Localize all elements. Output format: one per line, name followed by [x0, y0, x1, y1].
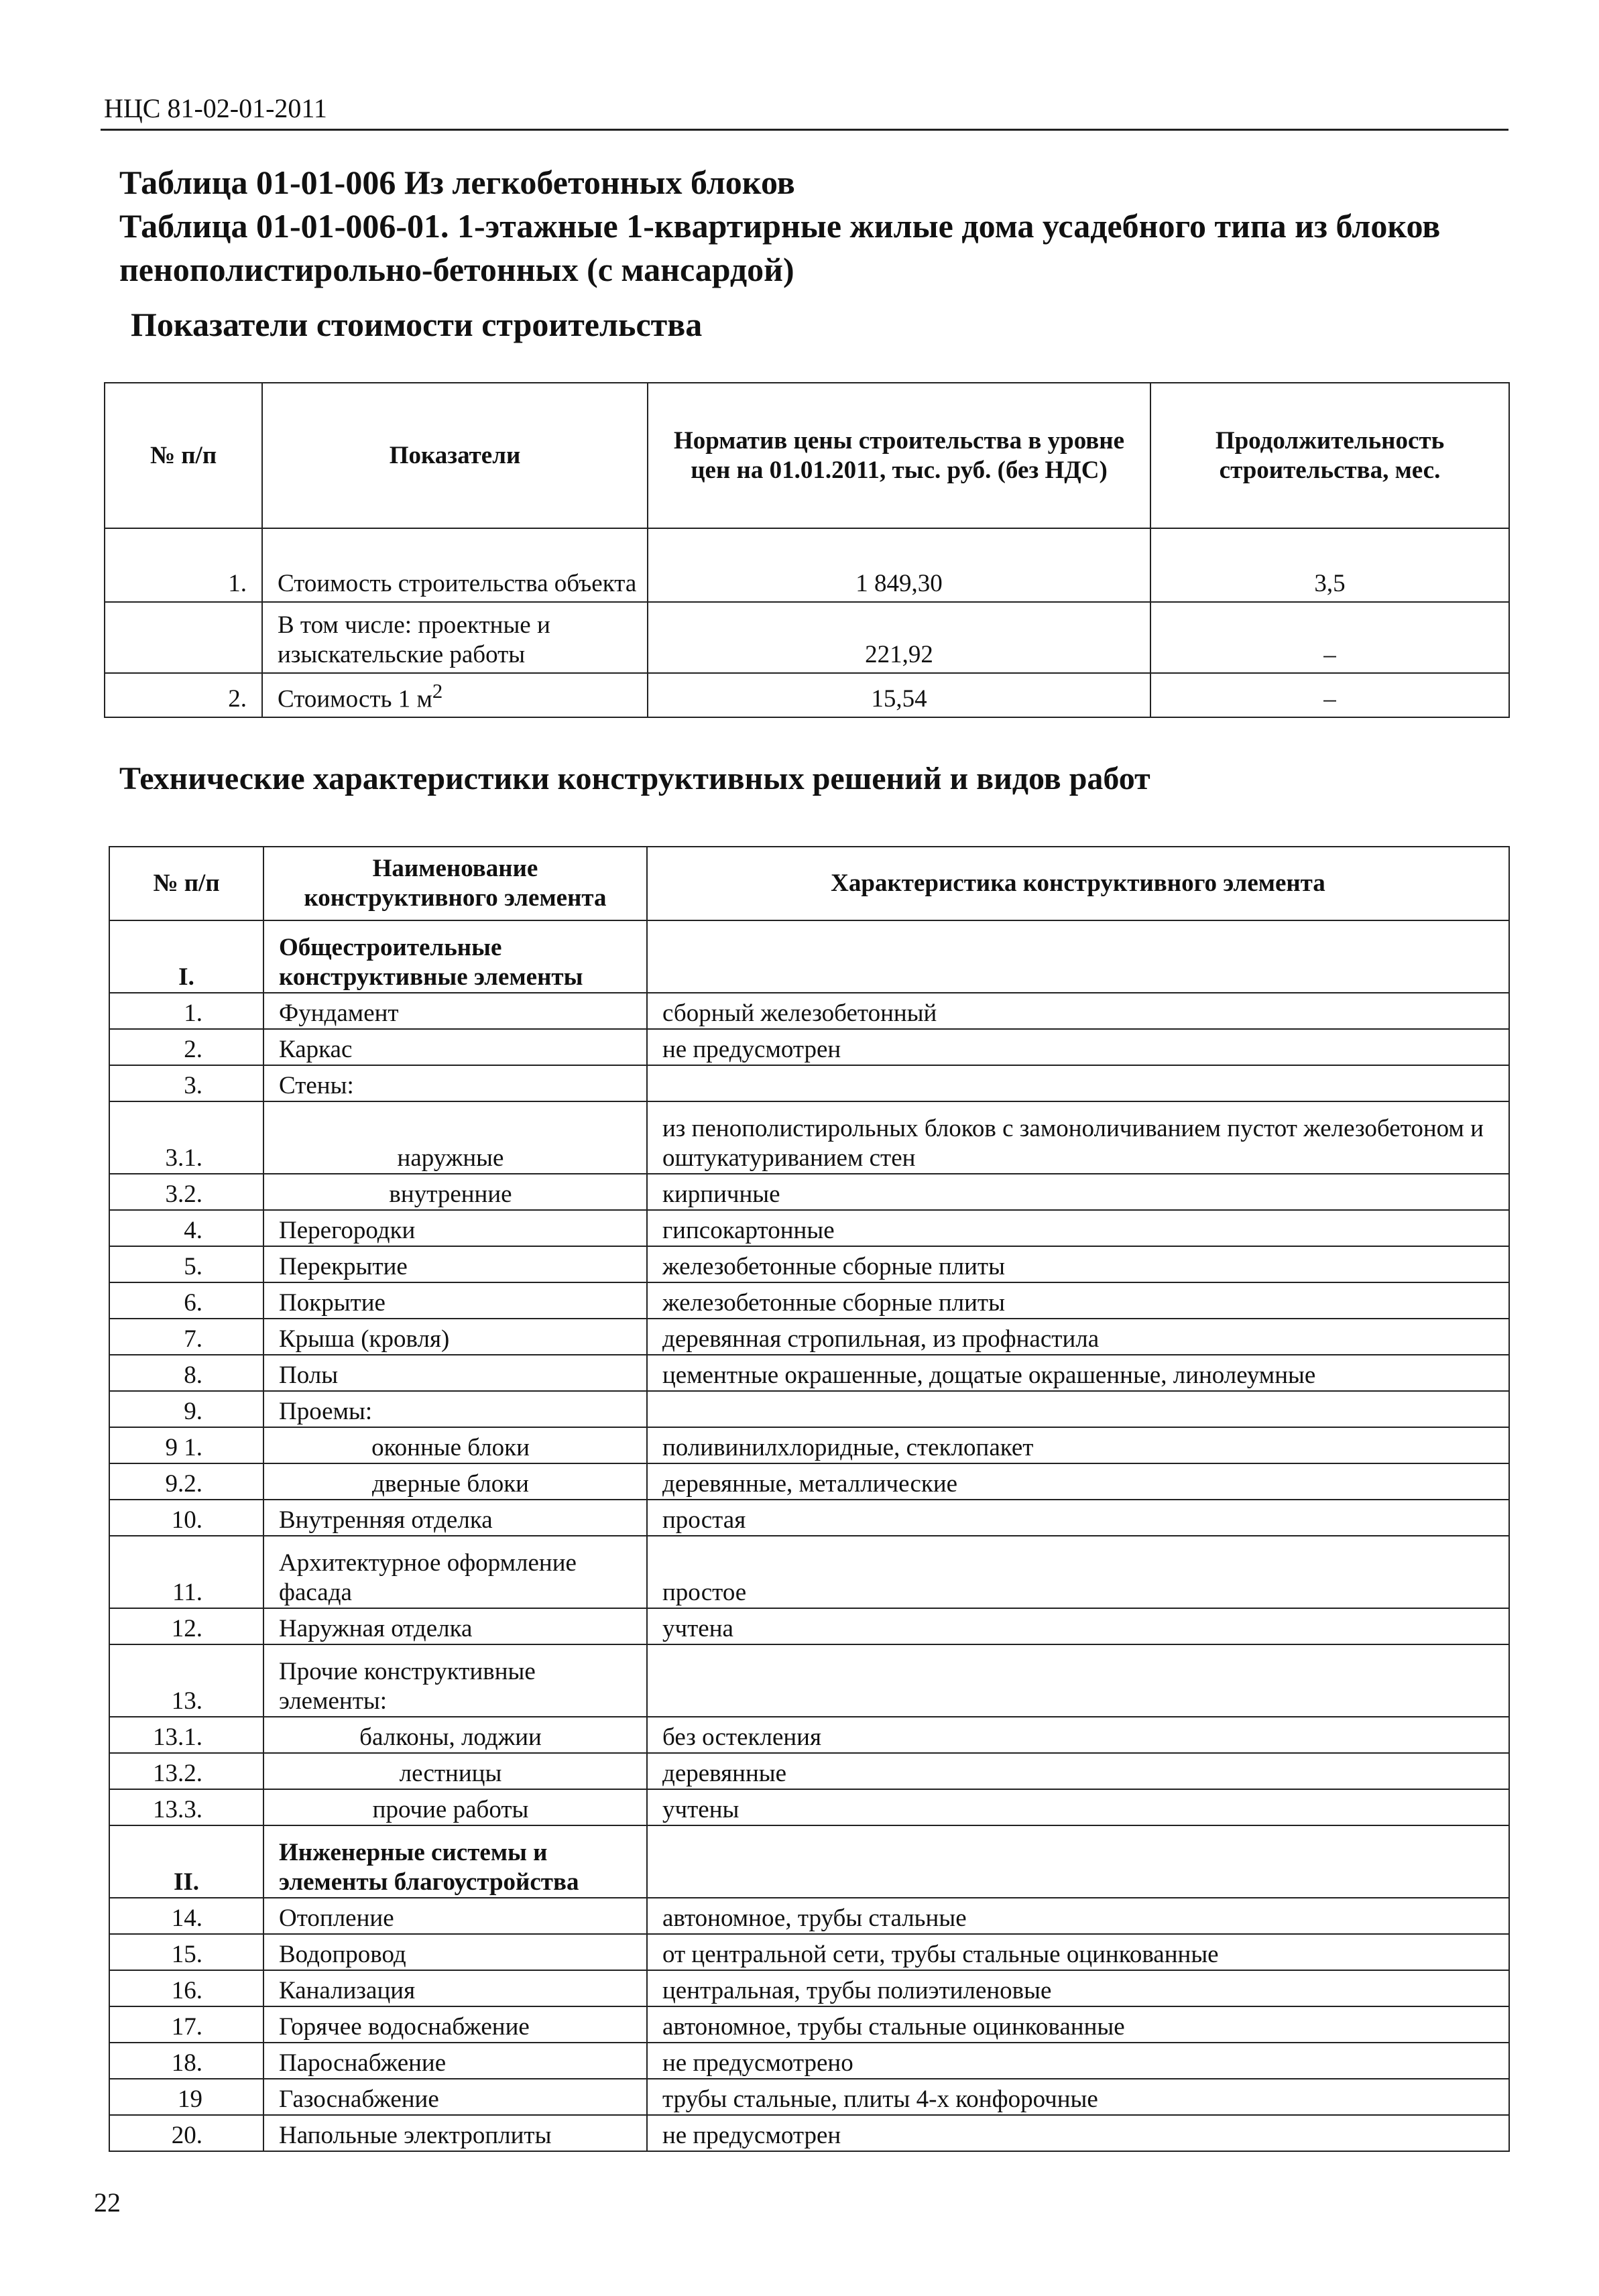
row-name: Инженерные системы и элементы благоустройства: [263, 1825, 647, 1898]
table-row: [109, 1391, 1509, 1427]
table-row: [109, 1536, 1509, 1608]
row-desc: простая: [647, 1500, 1509, 1536]
table-row: [109, 2006, 1509, 2043]
row-desc: поливинилхлоридные, стеклопакет: [647, 1427, 1509, 1463]
table-row: [109, 1644, 1509, 1717]
row-desc: трубы стальные, плиты 4-х конфорочные: [647, 2079, 1509, 2115]
table-row: [105, 528, 1509, 602]
row-desc: простое: [647, 1536, 1509, 1608]
row-num: 1.: [105, 528, 262, 602]
table-row: [109, 1246, 1509, 1282]
cost-indicators-table: [104, 382, 1510, 718]
row-desc: автономное, трубы стальные оцинкованные: [647, 2006, 1509, 2043]
row-desc: не предусмотрен: [647, 2115, 1509, 2151]
row-name: наружные: [263, 1101, 647, 1174]
table-row: [109, 1065, 1509, 1101]
row-desc: учтены: [647, 1789, 1509, 1825]
row-desc: [647, 920, 1509, 993]
row-name: балконы, лоджии: [263, 1717, 647, 1753]
row-desc: без остекления: [647, 1717, 1509, 1753]
table-row: [109, 1608, 1509, 1644]
row-name: прочие работы: [263, 1789, 647, 1825]
table-row: [109, 993, 1509, 1029]
row-name: Общестроительные конструктивные элементы: [263, 920, 647, 993]
row-desc: [647, 1065, 1509, 1101]
row-num: 20.: [109, 2115, 263, 2151]
row-num: 12.: [109, 1608, 263, 1644]
row-num: 14.: [109, 1898, 263, 1934]
table-title-line-2: пенополистирольно-бетонных (с мансардой): [119, 251, 794, 288]
table-row: [109, 1029, 1509, 1065]
row-desc: [647, 1825, 1509, 1898]
row-num: [105, 602, 262, 673]
row-desc: железобетонные сборные плиты: [647, 1282, 1509, 1319]
row-name: Отопление: [263, 1898, 647, 1934]
table-row: [109, 1717, 1509, 1753]
square-superscript: 2: [432, 679, 443, 703]
cost-header-indicator: Показатели: [262, 383, 648, 528]
row-name: дверные блоки: [263, 1463, 647, 1500]
table-row: [109, 2043, 1509, 2079]
table-row: [109, 1174, 1509, 1210]
row-duration: 3,5: [1150, 528, 1509, 602]
table-row: [109, 2079, 1509, 2115]
row-price: 221,92: [648, 602, 1150, 673]
cost-section-heading: Показатели стоимости строительства: [131, 306, 703, 343]
row-desc: от центральной сети, трубы стальные оцинкованные: [647, 1934, 1509, 1970]
cost-header-duration: Продолжительность строительства, мес.: [1150, 383, 1509, 528]
table-title-line-1: Таблица 01-01-006-01. 1-этажные 1-квартирные жилые дома усадебного типа из блоков: [119, 207, 1441, 245]
row-name: Прочие конструктивные элементы:: [263, 1644, 647, 1717]
row-num: 3.1.: [109, 1101, 263, 1174]
row-name: Канализация: [263, 1970, 647, 2006]
row-num: 4.: [109, 1210, 263, 1246]
row-num: 13.1.: [109, 1717, 263, 1753]
row-num: I.: [109, 920, 263, 993]
row-desc: не предусмотрено: [647, 2043, 1509, 2079]
row-num: 9 1.: [109, 1427, 263, 1463]
row-desc: деревянные, металлические: [647, 1463, 1509, 1500]
page-number: 22: [94, 2187, 121, 2218]
table-row: [109, 1898, 1509, 1934]
row-name: Проемы:: [263, 1391, 647, 1427]
table-row: [109, 1500, 1509, 1536]
cost-header-price: Норматив цены строительства в уровне цен на 01.01.2011, тыс. руб. (без НДС): [648, 383, 1150, 528]
table-group-title: Таблица 01-01-006 Из легкобетонных блоков: [119, 164, 795, 201]
row-num: 16.: [109, 1970, 263, 2006]
row-desc: сборный железобетонный: [647, 993, 1509, 1029]
row-name: Горячее водоснабжение: [263, 2006, 647, 2043]
row-indicator: Стоимость строительства объекта: [262, 528, 648, 602]
row-name: Каркас: [263, 1029, 647, 1065]
row-name: Крыша (кровля): [263, 1319, 647, 1355]
table-row: [109, 1210, 1509, 1246]
tech-section-heading: Технические характеристики конструктивных решений и видов работ: [119, 761, 1150, 796]
row-desc: кирпичные: [647, 1174, 1509, 1210]
row-num: 13.: [109, 1644, 263, 1717]
row-duration: –: [1150, 602, 1509, 673]
row-name: внутренние: [263, 1174, 647, 1210]
row-num: 3.: [109, 1065, 263, 1101]
row-name: Перегородки: [263, 1210, 647, 1246]
row-desc: железобетонные сборные плиты: [647, 1246, 1509, 1282]
table-row: [109, 1934, 1509, 1970]
row-desc: гипсокартонные: [647, 1210, 1509, 1246]
table-row: [109, 1319, 1509, 1355]
cost-header-num: № п/п: [105, 383, 262, 528]
row-num: 9.2.: [109, 1463, 263, 1500]
table-row: [105, 673, 1509, 717]
row-name: Полы: [263, 1355, 647, 1391]
tech-header-desc: Характеристика конструктивного элемента: [647, 847, 1509, 920]
row-num: 10.: [109, 1500, 263, 1536]
row-num: 19: [109, 2079, 263, 2115]
tech-table-header-row: [109, 847, 1509, 920]
row-num: 1.: [109, 993, 263, 1029]
tech-header-name: Наименование конструктивного элемента: [263, 847, 647, 920]
row-name: Покрытие: [263, 1282, 647, 1319]
row-name: Стены:: [263, 1065, 647, 1101]
row-duration: –: [1150, 673, 1509, 717]
row-indicator-text: Стоимость 1 м: [278, 685, 432, 713]
row-desc: не предусмотрен: [647, 1029, 1509, 1065]
table-row: [109, 1753, 1509, 1789]
row-desc: деревянные: [647, 1753, 1509, 1789]
table-row: [105, 602, 1509, 673]
table-row: [109, 1970, 1509, 2006]
row-indicator: [262, 673, 648, 717]
row-num: 15.: [109, 1934, 263, 1970]
header-rule: [101, 129, 1508, 131]
row-name: Пароснабжение: [263, 2043, 647, 2079]
row-name: Напольные электроплиты: [263, 2115, 647, 2151]
row-name: Газоснабжение: [263, 2079, 647, 2115]
row-name: Водопровод: [263, 1934, 647, 1970]
row-desc: [647, 1391, 1509, 1427]
table-row: [109, 1463, 1509, 1500]
row-num: 9.: [109, 1391, 263, 1427]
row-name: Архитектурное оформление фасада: [263, 1536, 647, 1608]
row-desc: центральная, трубы полиэтиленовые: [647, 1970, 1509, 2006]
row-desc: учтена: [647, 1608, 1509, 1644]
table-row: [109, 1282, 1509, 1319]
row-num: 17.: [109, 2006, 263, 2043]
row-num: II.: [109, 1825, 263, 1898]
row-num: 18.: [109, 2043, 263, 2079]
document-code: НЦС 81-02-01-2011: [104, 93, 327, 123]
table-row: [109, 1355, 1509, 1391]
row-num: 7.: [109, 1319, 263, 1355]
row-desc: из пенополистирольных блоков с замоноличиванием пустот железобетоном и оштукатуриванием стен: [647, 1101, 1509, 1174]
table-row: [109, 1789, 1509, 1825]
tech-header-num: № п/п: [109, 847, 263, 920]
row-num: 11.: [109, 1536, 263, 1608]
row-name: лестницы: [263, 1753, 647, 1789]
row-desc: автономное, трубы стальные: [647, 1898, 1509, 1934]
row-name: Наружная отделка: [263, 1608, 647, 1644]
row-num: 3.2.: [109, 1174, 263, 1210]
row-num: 13.3.: [109, 1789, 263, 1825]
cost-table-header-row: [105, 383, 1509, 528]
row-num: 5.: [109, 1246, 263, 1282]
row-desc: [647, 1644, 1509, 1717]
row-num: 6.: [109, 1282, 263, 1319]
row-name: Фундамент: [263, 993, 647, 1029]
section-row: [109, 1825, 1509, 1898]
row-name: Внутренняя отделка: [263, 1500, 647, 1536]
technical-characteristics-table: [109, 846, 1510, 2152]
row-name: Перекрытие: [263, 1246, 647, 1282]
row-price: 15,54: [648, 673, 1150, 717]
row-num: 2.: [109, 1029, 263, 1065]
row-price: 1 849,30: [648, 528, 1150, 602]
section-row: [109, 920, 1509, 993]
row-desc: деревянная стропильная, из профнастила: [647, 1319, 1509, 1355]
table-row: [109, 1101, 1509, 1174]
row-name: оконные блоки: [263, 1427, 647, 1463]
table-row: [109, 2115, 1509, 2151]
row-desc: цементные окрашенные, дощатые окрашенные, линолеумные: [647, 1355, 1509, 1391]
row-num: 8.: [109, 1355, 263, 1391]
row-num: 13.2.: [109, 1753, 263, 1789]
row-indicator: В том числе: проектные и изыскательские работы: [262, 602, 648, 673]
table-row: [109, 1427, 1509, 1463]
row-num: 2.: [105, 673, 262, 717]
